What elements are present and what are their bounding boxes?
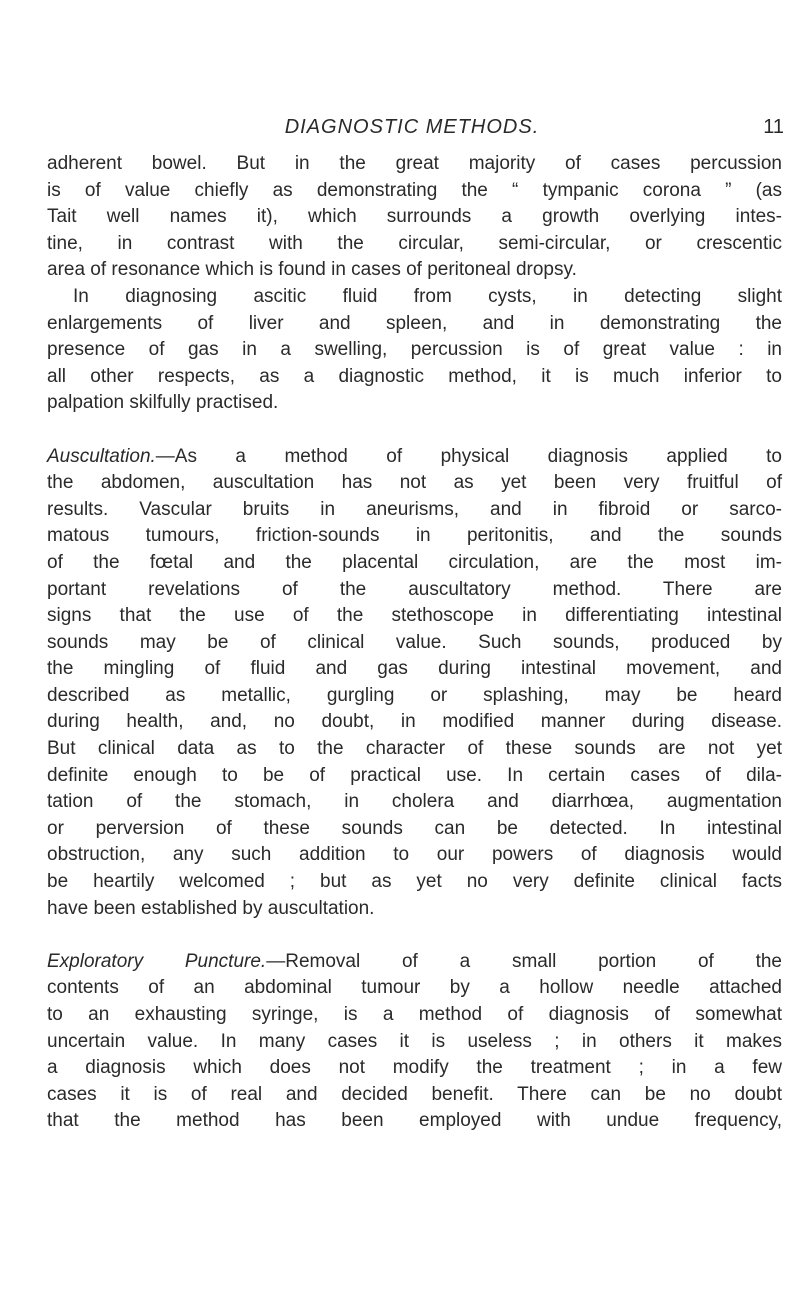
paragraph-continuation (47, 151, 782, 284)
text-line: matous tumours, friction-sounds in peritonitis, and the sounds (47, 525, 782, 547)
text-line: enlargements of liver and spleen, and in demonstrating the (47, 312, 782, 334)
text-line: portant revelations of the auscultatory method. There are (47, 578, 782, 600)
text-line: tine, in contrast with the circular, semi-circular, or crescentic (47, 232, 782, 254)
text-line: all other respects, as a diagnostic method, it is much inferior to (47, 365, 782, 387)
text-line: cases it is of real and decided benefit. There can be no doubt (47, 1083, 782, 1105)
text-line: uncertain value. In many cases it is useless ; in others it makes (47, 1030, 782, 1052)
paragraph-percussion-value (47, 284, 782, 417)
text-run: —Removal of a small portion of the (266, 950, 783, 972)
text-line: Tait well names it), which surrounds a growth overlying intes- (47, 206, 782, 228)
text-line: or perversion of these sounds can be detected. In intestinal (47, 817, 782, 839)
text-line: palpation skilfully practised. (47, 392, 279, 414)
text-line: definite enough to be of practical use. In certain cases of dila- (47, 764, 782, 786)
text-line: obstruction, any such addition to our powers of diagnosis would (47, 844, 782, 866)
text-line: that the method has been employed with undue frequency, (47, 1110, 782, 1132)
body-text (47, 151, 782, 1135)
running-head (40, 113, 784, 143)
text-line (47, 444, 782, 471)
text-run: —As a method of physical diagnosis applied to (155, 445, 782, 467)
text-line: be heartily welcomed ; but as yet no very definite clinical facts (47, 871, 782, 893)
text-line (47, 949, 782, 976)
text-line: described as metallic, gurgling or splashing, may be heard (47, 684, 782, 706)
text-line: contents of an abdominal tumour by a hollow needle attached (47, 977, 782, 999)
text-line: presence of gas in a swelling, percussion is of great value : in (47, 339, 782, 361)
text-line: results. Vascular bruits in aneurisms, and in fibroid or sarco- (47, 498, 782, 520)
paragraph-exploratory-puncture (47, 949, 782, 1135)
section-heading-auscultation: Auscultation. (47, 445, 156, 467)
text-line: area of resonance which is found in cases of peritoneal dropsy. (47, 259, 577, 281)
text-line: tation of the stomach, in cholera and diarrhœa, augmentation (47, 791, 782, 813)
text-line: the abdomen, auscultation has not as yet been very fruitful of (47, 472, 782, 494)
running-title: DIAGNOSTIC METHODS. (284, 116, 540, 138)
text-line: have been established by auscultation. (47, 897, 375, 919)
text-line: In diagnosing ascitic fluid from cysts, in detecting slight (73, 285, 782, 307)
page-number: 11 (763, 116, 784, 138)
text-line: But clinical data as to the character of these sounds are not yet (47, 738, 782, 760)
text-line: during health, and, no doubt, in modified manner during disease. (47, 711, 782, 733)
section-heading-exploratory-puncture: Exploratory Puncture. (47, 950, 267, 972)
paragraph-auscultation (47, 444, 782, 923)
text-line: to an exhausting syringe, is a method of diagnosis of somewhat (47, 1004, 782, 1025)
text-line: the mingling of fluid and gas during intestinal movement, and (47, 658, 782, 680)
text-line: a diagnosis which does not modify the treatment ; in a few (47, 1057, 782, 1079)
text-line: adherent bowel. But in the great majority of cases percussion (47, 153, 782, 174)
text-line: of the fœtal and the placental circulation, are the most im- (47, 551, 782, 573)
text-line: sounds may be of clinical value. Such sounds, produced by (47, 631, 782, 653)
text-line: is of value chiefly as demonstrating the “ tympanic corona ” (as (47, 179, 782, 201)
text-line: signs that the use of the stethoscope in differentiating intestinal (47, 605, 782, 627)
